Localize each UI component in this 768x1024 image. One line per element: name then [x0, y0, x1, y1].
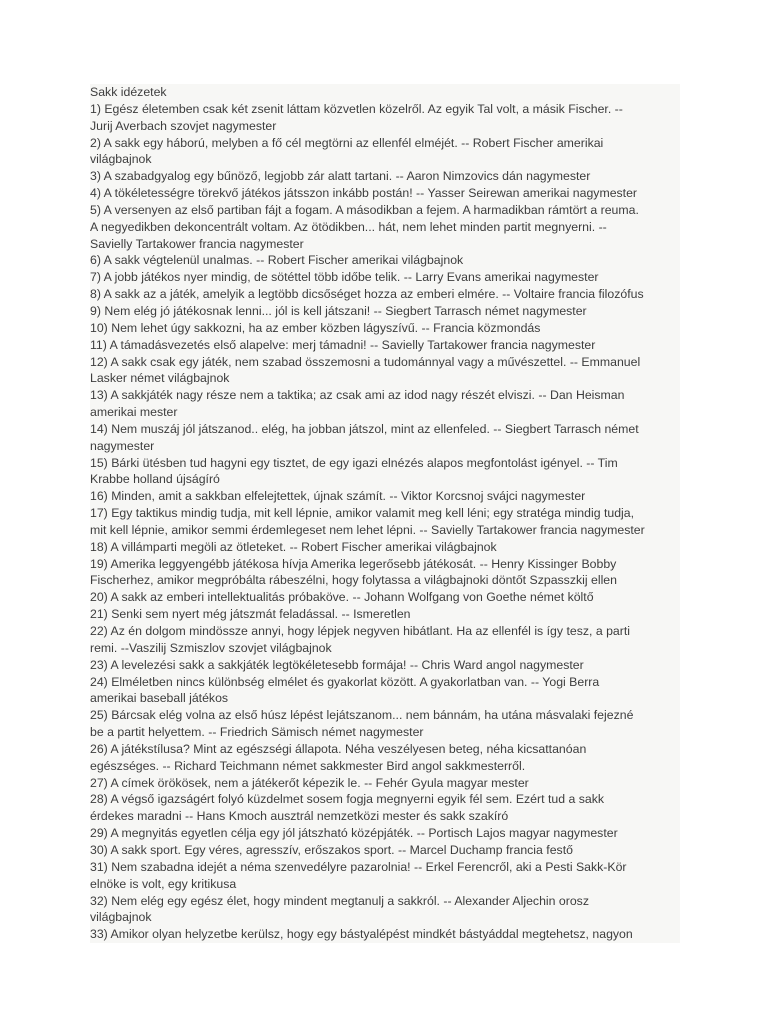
- text-line: 31) Nem szabadna idejét a néma szenvedélyre pazarolnia! -- Erkel Ferencről, aki a Pesti Sakk-Kör: [90, 859, 627, 874]
- text-line: 29) A megnyitás egyetlen célja egy jól játszható középjáték. -- Portisch Lajos magyar nagymester: [90, 826, 618, 841]
- text-line: 21) Senki sem nyert még játszmát feladással. -- Ismeretlen: [90, 607, 411, 622]
- document-title: Sakk idézetek: [90, 85, 167, 99]
- text-line: mit kell lépnie, amikor semmi érdemlegeset nem lehet lépni. -- Savielly Tartakower francia nagymester: [90, 522, 645, 537]
- text-line: 13) A sakkjáték nagy része nem a taktika; az csak ami az idod nagy részét elviszi. -- Dan Heisman: [90, 388, 625, 403]
- text-line: nagymester: [90, 438, 155, 453]
- text-line: 9) Nem elég jó játékosnak lenni... jól is kell játszani! -- Siegbert Tarrasch német nagymester: [90, 303, 587, 318]
- text-line: 10) Nem lehet úgy sakkozni, ha az ember közben lágyszívű. -- Francia közmondás: [90, 320, 541, 335]
- text-line: 1) Egész életemben csak két zsenit láttam közvetlen közelről. Az egyik Tal volt, a másik Fischer. --: [90, 101, 623, 116]
- text-line: 26) A játékstílusa? Mint az egészségi állapota. Néha veszélyesen beteg, néha kicsattanóan: [90, 741, 587, 756]
- text-line: 5) A versenyen az első partiban fájt a fogam. A másodikban a fejem. A harmadikban rámtört a reuma.: [90, 202, 639, 217]
- text-line: 11) A támadásvezetés első alapelve: merj támadni! -- Savielly Tartakower francia nagymester: [90, 337, 596, 352]
- text-line: érdekes maradni -- Hans Kmoch ausztrál nemzetközi mester és sakk szakíró: [90, 809, 509, 824]
- text-line: Savielly Tartakower francia nagymester: [90, 236, 304, 251]
- text-line: világbajnok: [90, 910, 152, 925]
- text-line: 27) A címek örökösek, nem a játékerőt képezik le. -- Fehér Gyula magyar mester: [90, 775, 529, 790]
- text-line: 20) A sakk az emberi intellektualitás próbaköve. -- Johann Wolfgang von Goethe német költő: [90, 590, 594, 605]
- text-line: 8) A sakk az a játék, amelyik a legtöbb dicsőséget hozza az emberi elmére. -- Voltaire francia filozófus: [90, 287, 644, 302]
- text-line: 19) Amerika leggyengébb játékosa hívja Amerika legerősebb játékosát. -- Henry Kissinger Bobby: [90, 556, 617, 571]
- document-text: [90, 84, 680, 943]
- text-line: 17) Egy taktikus mindig tudja, mit kell lépnie, amikor valamit meg kell léni; egy stratéga mindig tudja,: [90, 506, 635, 521]
- text-line: 16) Minden, amit a sakkban elfelejtettek, újnak számít. -- Viktor Korcsnoj svájci nagymester: [90, 489, 586, 504]
- text-line: 33) Amikor olyan helyzetbe kerülsz, hogy egy bástyalépést mindkét bástyáddal megtehetsz, nagyon: [90, 927, 633, 942]
- text-line: 24) Elméletben nincs különbség elmélet és gyakorlat között. A gyakorlatban van. -- Yogi Berra: [90, 674, 600, 689]
- text-line: 12) A sakk csak egy játék, nem szabad összemosni a tudománnyal vagy a művészettel. -- Emmanuel: [90, 354, 641, 369]
- text-line: 18) A villámparti megöli az ötleteket. -- Robert Fischer amerikai világbajnok: [90, 539, 497, 554]
- text-line: 25) Bárcsak elég volna az első húsz lépést lejátszanom... nem bánnám, ha utána másvalaki fejezné: [90, 708, 634, 723]
- text-line: Jurij Averbach szovjet nagymester: [90, 118, 277, 133]
- text-line: Krabbe holland újságíró: [90, 472, 220, 487]
- text-line: remi. --Vaszilij Szmiszlov szovjet világbajnok: [90, 640, 332, 655]
- text-line: 32) Nem elég egy egész élet, hogy mindent megtanulj a sakkról. -- Alexander Aljechin orosz: [90, 893, 589, 908]
- text-line: 30) A sakk sport. Egy véres, agresszív, erőszakos sport. -- Marcel Duchamp francia festő: [90, 842, 573, 857]
- text-line: 3) A szabadgyalog egy bűnöző, legjobb zár alatt tartani. -- Aaron Nimzovics dán nagymester: [90, 169, 591, 184]
- text-line: Fischerhez, amikor megpróbálta rábeszélni, hogy folytassa a világbajnoki döntőt Szpasszkij ellen: [90, 573, 617, 588]
- text-line: amerikai mester: [90, 405, 178, 420]
- text-line: világbajnok: [90, 152, 152, 167]
- text-line: 22) Az én dolgom mindössze annyi, hogy lépjek negyven hibátlant. Ha az ellenfél is így tesz, a parti: [90, 624, 631, 638]
- text-line: 6) A sakk végtelenül unalmas. -- Robert Fischer amerikai világbajnok: [90, 253, 464, 268]
- text-line: 2) A sakk egy háború, melyben a fő cél megtörni az ellenfél elméjét. -- Robert Fischer amerikai: [90, 135, 604, 150]
- text-line: 23) A levelezési sakk a sakkjáték legtökéletesebb formája! -- Chris Ward angol nagymester: [90, 657, 584, 672]
- text-line: A negyedikben dekoncentrált voltam. Az ötödikben... hát, nem lehet minden partit megnyerni. --: [90, 219, 607, 234]
- text-line: egészséges. -- Richard Teichmann német sakkmester Bird angol sakkmesterről.: [90, 758, 526, 773]
- text-line: elnöke is volt, egy kritikusa: [90, 876, 237, 891]
- text-line: 15) Bárki ütésben tud hagyni egy tisztet, de egy igazi elnézés alapos megfontolást igényel. -- Tim: [90, 455, 618, 470]
- text-line: 28) A végső igazságért folyó küzdelmet sosem fogja megnyerni egyik fél sem. Ezért tud a sakk: [90, 792, 604, 807]
- text-line: amerikai baseball játékos: [90, 691, 229, 706]
- text-line: 4) A tökéletességre törekvő játékos játsszon inkább postán! -- Yasser Seirewan amerikai nagymester: [90, 186, 638, 201]
- text-line: be a partit helyettem. -- Friedrich Sämisch német nagymester: [90, 725, 424, 740]
- text-line: Lasker német világbajnok: [90, 371, 230, 386]
- text-line: 7) A jobb játékos nyer mindig, de sötéttel több időbe telik. -- Larry Evans amerikai nagymester: [90, 270, 599, 285]
- text-line: 14) Nem muszáj jól játszanod.. elég, ha jobban játszol, mint az ellenfeled. -- Siegbert Tarrasch német: [90, 421, 639, 436]
